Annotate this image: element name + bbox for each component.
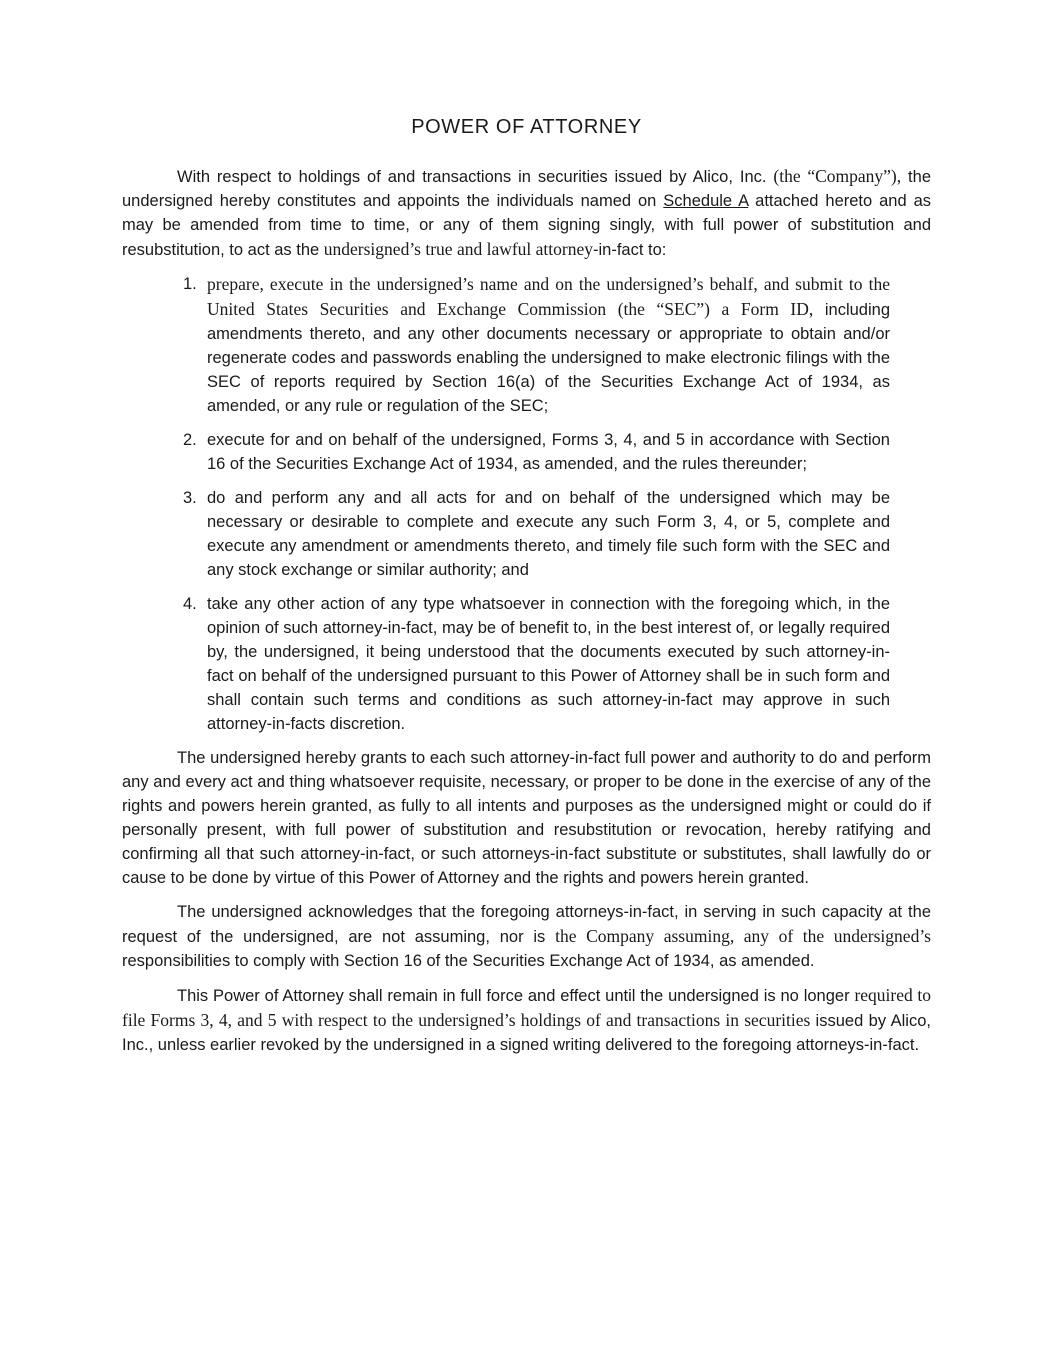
text-segment: responsibilities to comply with Section 16 of the Securities Exchange Act of 1934, as amended. [122,952,815,970]
text-segment: (the “Company”), [773,166,902,186]
list-item-number: 3. [183,489,197,507]
text-segment: issued by Alico, Inc., unless earlier revoked by the undersigned in a signed writing delivered to the foregoing attorneys-in-fact. [122,1012,931,1054]
duration-paragraph [122,983,931,1057]
text-segment: With respect to holdings of and transactions in securities issued by Alico, Inc. [177,168,774,186]
list-item-text [207,592,890,736]
document-title: POWER OF ATTORNEY [411,116,642,138]
list-item [122,486,890,582]
list-item-text [207,428,890,476]
text-segment: required to file Forms 3, 4, and 5 with respect to the undersigned’s holdings of and transactions in securities [122,985,931,1030]
text-segment: the undersigned hereby constitutes and appoints the individuals named on [122,168,931,210]
text-segment: The undersigned acknowledges that the foregoing attorneys-in-fact, in serving in such capacity at the request of the undersigned, are not assuming, nor is [122,903,931,946]
opening-paragraph [122,164,931,262]
list-item-number: 4. [183,595,197,613]
list-item [122,592,890,736]
text-segment: prepare, execute in the undersigned’s name and on the undersigned’s behalf, and submit to the United States Securities and Exchange Commission (the “SEC”) a Form ID, [207,274,890,319]
list-item [122,272,890,418]
text-segment: Schedule A [663,192,749,210]
list-item-number: 1. [183,275,197,293]
text-segment: including amendments thereto, and any other documents necessary or appropriate to obtain and/or regenerate codes and passwords enabling the undersigned to make electronic filings with the SEC of reports required by Section 16(a) of the Securities Exchange Act of 1934, as amended, or any rule or regulation of the SEC; [207,301,890,415]
text-segment: execute for and on behalf of the undersigned, Forms 3, 4, and 5 in accordance with Section 16 of the Securities Exchange Act of 1934, as amended, and the rules thereunder; [207,431,890,473]
acknowledgement-paragraph [122,900,931,973]
list-item-text [207,272,890,418]
text-segment: The undersigned hereby grants to each such attorney-in-fact full power and authority to do and perform any and every act and thing whatsoever requisite, necessary, or proper to be done in the exercise of any of the rights and powers herein granted, as fully to all intents and purposes as the undersigned might or could do if personally present, with full power of substitution and resubstitution or revocation, hereby ratifying and confirming all that such attorney-in-fact, or such attorneys-in-fact substitute or substitutes, shall lawfully do or cause to be done by virtue of this Power of Attorney and the rights and powers herein granted. [122,749,931,887]
list-item-number: 2. [183,431,197,449]
text-segment: -in-fact to: [593,241,667,259]
text-segment: attached hereto and as may be amended from time to time, or any of them signing singly, with full power of substitution and resubstitution, to act as the [122,192,932,259]
text-segment: the Company assuming, any of the undersigned’s [555,926,931,946]
list-item-text [207,486,890,582]
powers-list [122,272,931,736]
grant-paragraph [122,746,931,890]
text-segment: take any other action of any type whatsoever in connection with the foregoing which, in the opinion of such attorney-in-fact, may be of benefit to, in the best interest of, or legally required by, the undersigned, it being understood that the documents executed by such attorney-in-fact on behalf of the undersigned pursuant to this Power of Attorney shall be in such form and shall contain such terms and conditions as such attorney-in-fact may approve in such attorney-in-facts discretion. [207,595,890,733]
text-segment: do and perform any and all acts for and on behalf of the undersigned which may be necessary or desirable to complete and execute any such Form 3, 4, or 5, complete and execute any amendment or amendments thereto, and timely file such form with the SEC and any stock exchange or similar authority; and [207,489,890,579]
text-segment: undersigned’s true and lawful attorney [323,239,594,259]
text-segment: This Power of Attorney shall remain in full force and effect until the undersigned is no longer [177,987,855,1005]
list-item [122,428,890,476]
